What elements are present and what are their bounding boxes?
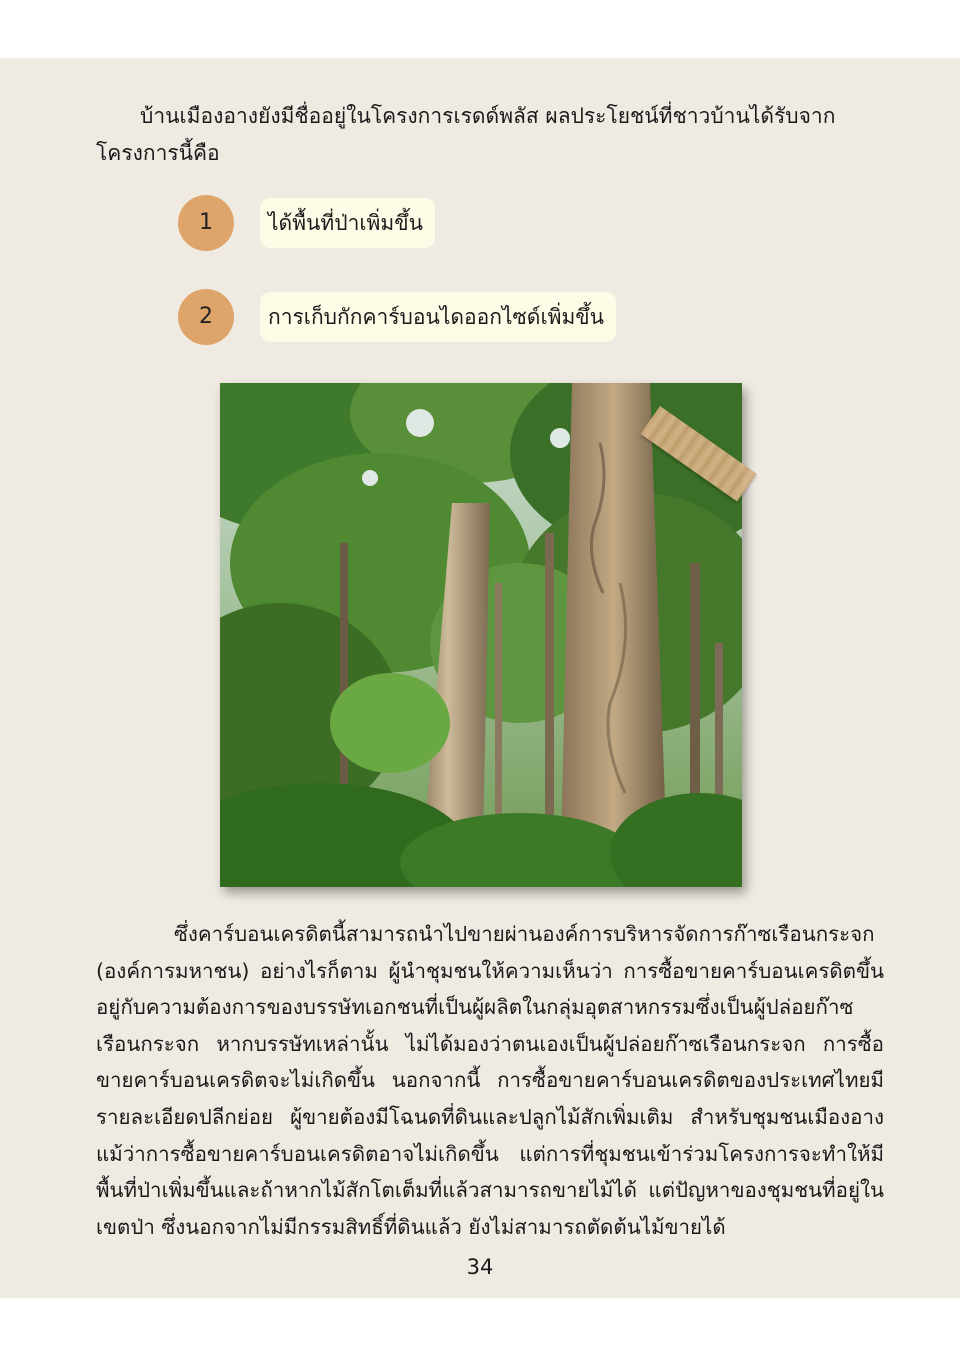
benefit-number: 1: [178, 195, 234, 251]
benefit-label: การเก็บกักคาร์บอนไดออกไซด์เพิ่มขึ้น: [260, 292, 616, 342]
body-paragraph: ซึ่งคาร์บอนเครดิตนี้สามารถนำไปขายผ่านองค์การบริหารจัดการก๊าซเรือนกระจก (องค์การมหาชน) อย่างไรก็ตาม ผู้นำชุมชนให้ความเห็นว่า การซื้อขายคาร์บอนเครดิตขึ้นอยู่กับความต้องการของบรรษัทเอกชนที่เป็นผู้ผลิตในกลุ่มอุตสาหกรรมซึ่งเป็นผู้ปล่อยก๊าซเรือนกระจก หากบรรษัทเหล่านั้น ไม่ได้มองว่าตนเองเป็นผู้ปล่อยก๊าซเรือนกระจก การซื้อขายคาร์บอนเครดิตจะไม่เกิดขึ้น นอกจากนี้ การซื้อขายคาร์บอนเครดิตของประเทศไทยมีรายละเอียดปลีกย่อย ผู้ขายต้องมีโฉนดที่ดินและปลูกไม้สักเพิ่มเติม สำหรับชุมชนเมืองอาง แม้ว่าการซื้อขายคาร์บอนเครดิตอาจไม่เกิดขึ้น แต่การที่ชุมชนเข้าร่วมโครงการจะทำให้มีพื้นที่ป่าเพิ่มขึ้นและถ้าหากไม้สักโตเต็มที่แล้วสามารถขายไม้ได้ แต่ปัญหาของชุมชนที่อยู่ในเขตป่า ซึ่งนอกจากไม่มีกรรมสิทธิ์ที่ดินแล้ว ยังไม่สามารถตัดต้นไม้ขายได้: [96, 922, 884, 1239]
benefit-label: ได้พื้นที่ป่าเพิ่มขึ้น: [260, 198, 435, 248]
forest-photo: [220, 383, 742, 887]
document-page: [0, 58, 960, 1298]
page-number: 34: [466, 1255, 494, 1279]
benefit-number: 2: [178, 289, 234, 345]
forest-photo-illustration: [220, 383, 742, 887]
intro-paragraph: บ้านเมืองอางยังมีชื่ออยู่ในโครงการเรดด์พลัส ผลประโยชน์ที่ชาวบ้านได้รับจากโครงการนี้คือ: [96, 104, 836, 165]
